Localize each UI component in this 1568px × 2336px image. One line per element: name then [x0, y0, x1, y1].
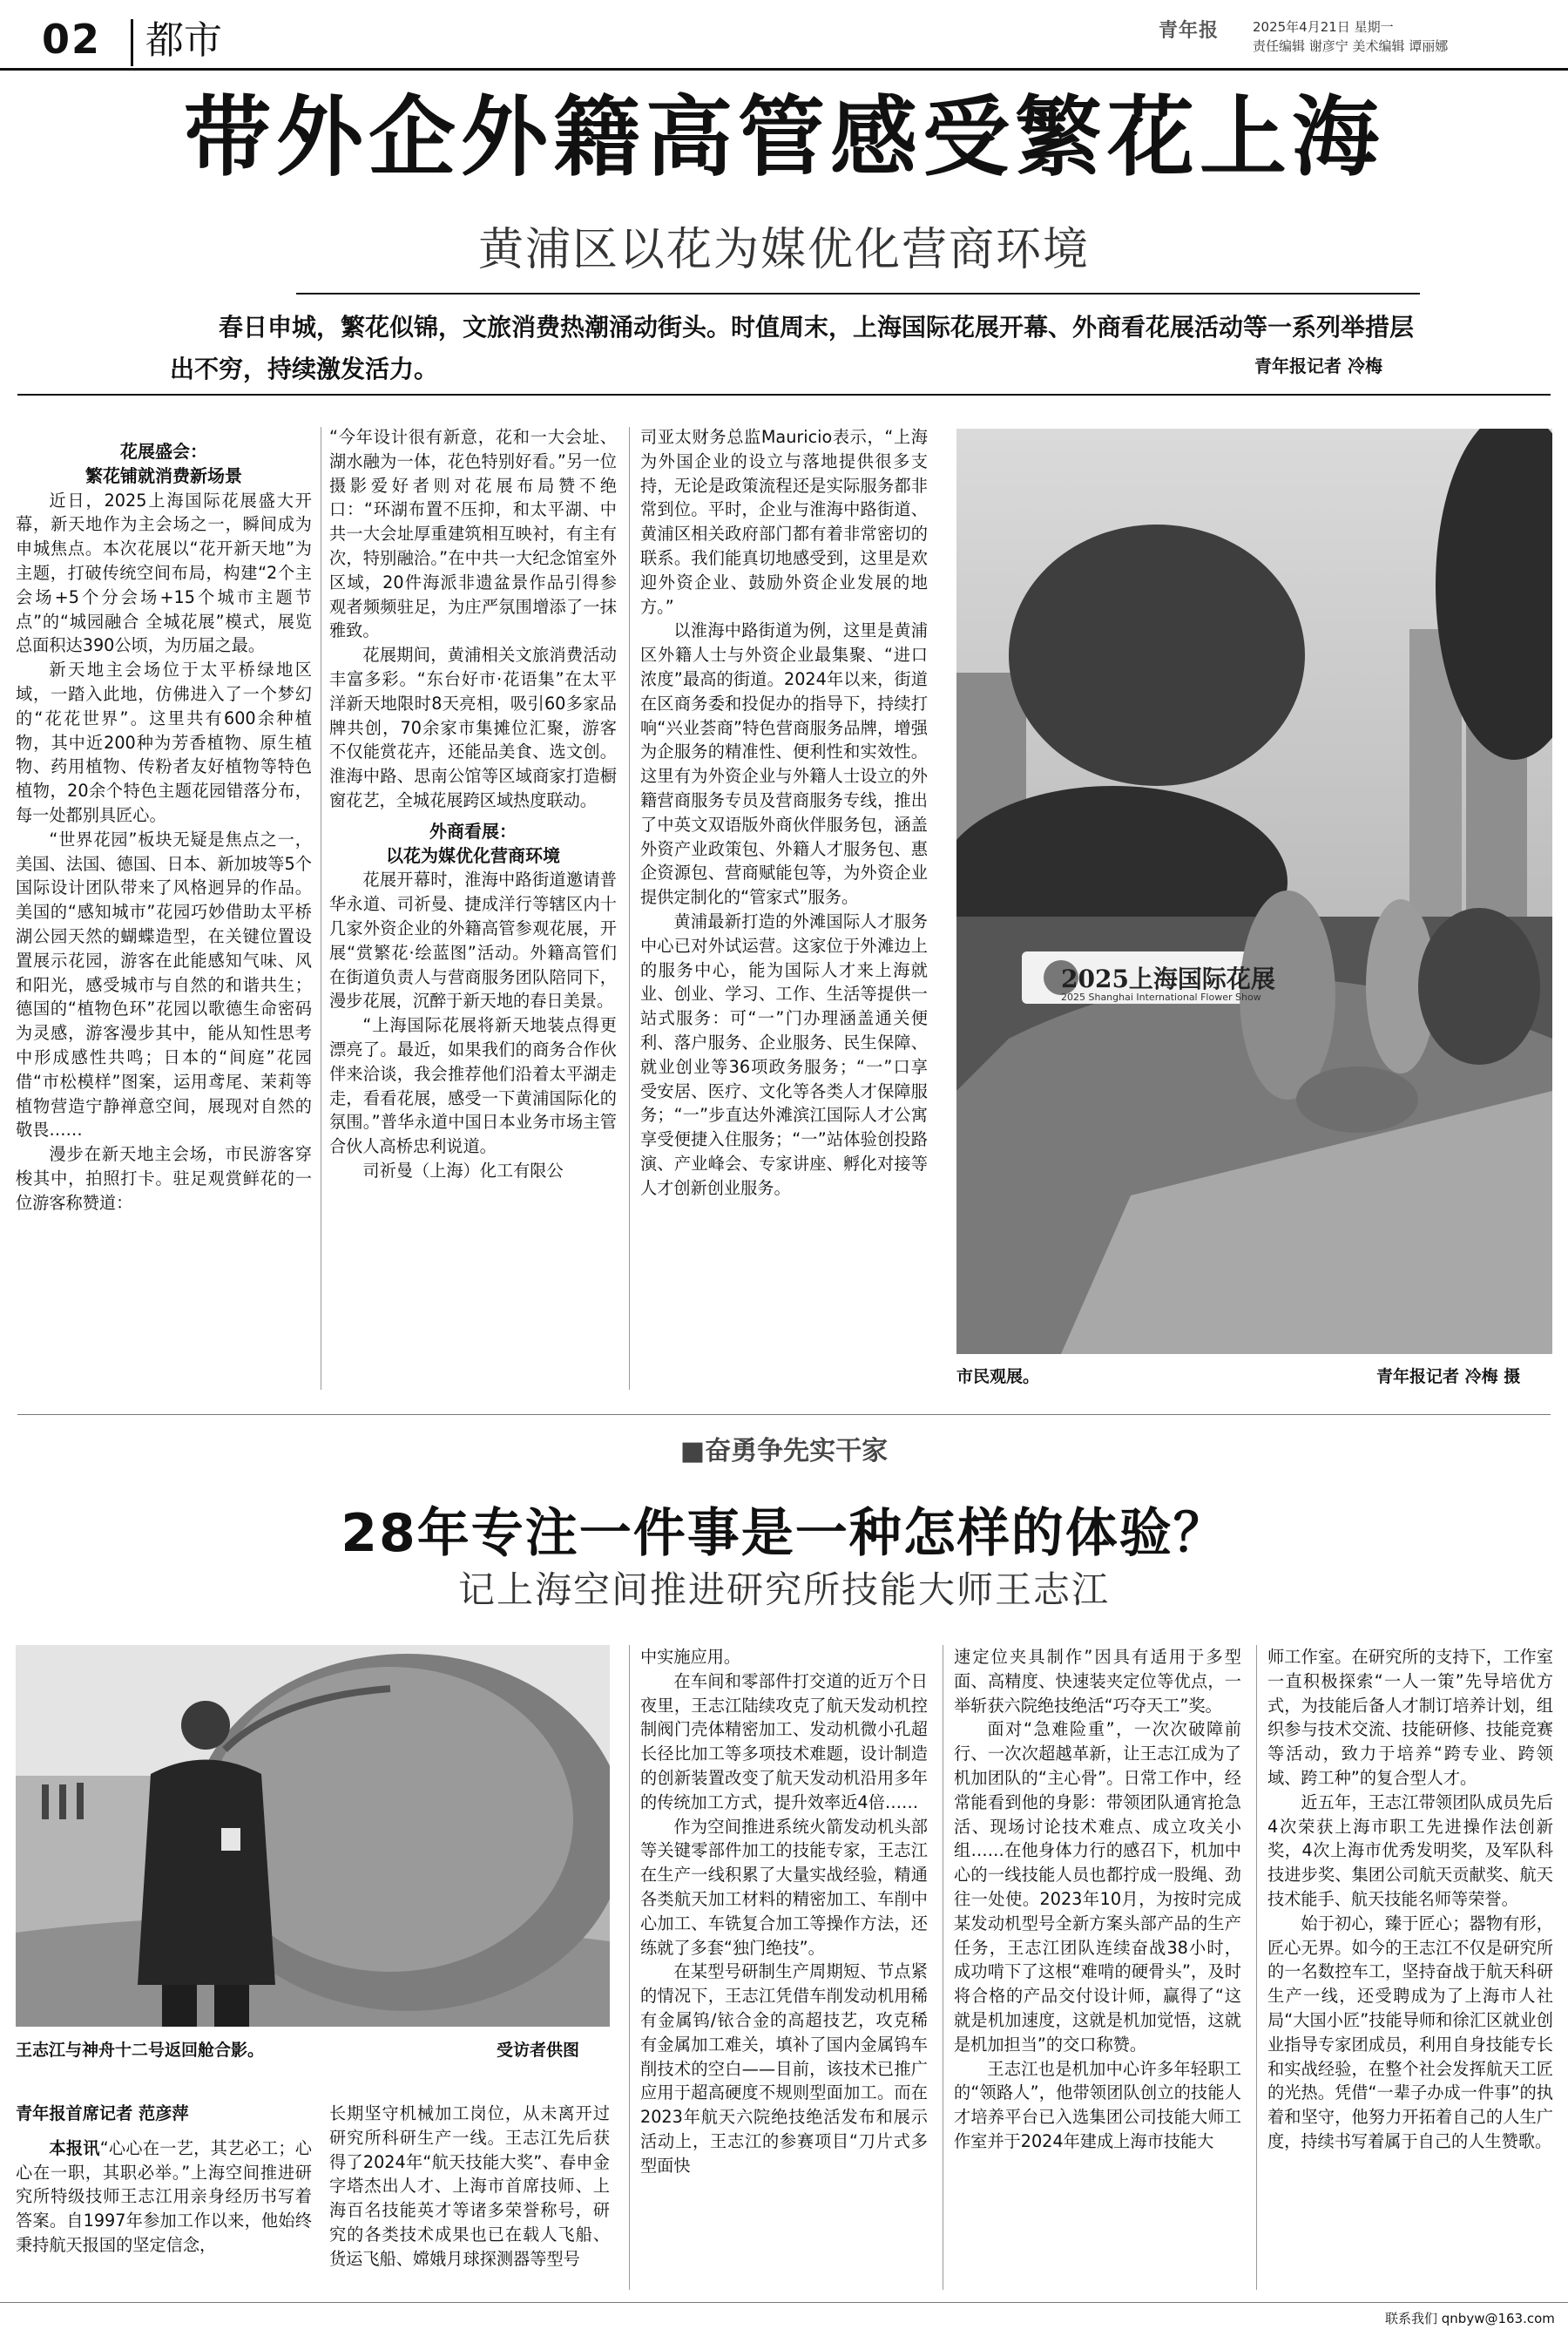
paragraph: 长期坚守机械加工岗位，从未离开过研究所科研生产一线。王志江先后获得了2024年“航天技能大奖”、春申金字塔杰出人才、上海市首席技师、上海百名技能英才等诸多荣誉称号，研究的各类技术成果也已在载人飞船、货运飞船、嫦娥月球探测器等型号 [329, 2103, 610, 2269]
paragraph: “心心在一艺，其艺必工；心心在一职，其职必举。”上海空间推进研究所特级技师王志江用亲身经历书写着答案。自1997年参加工作以来，他始终秉持航天报国的坚定信念， [16, 2137, 312, 2255]
paragraph: 近五年，王志江带领团队成员先后4次荣获上海市职工先进操作法创新奖，4次上海市优秀发明奖，及军队科技进步奖、集团公司航天贡献奖、航天技术能手、航天技能名师等荣誉。 [1267, 1791, 1553, 1909]
footer-contact: 联系我们 qnbyw@163.com [1385, 2311, 1555, 2326]
column-divider [1256, 1645, 1257, 2290]
story2-column-1 [16, 2102, 312, 2258]
photo2-credit: 受访者供图 [497, 2041, 580, 2060]
story-divider [17, 1414, 1551, 1415]
story1-byline: 青年报记者 冷梅 [1254, 355, 1382, 376]
paragraph: 新天地主会场位于太平桥绿地区域，一踏入此地，仿佛进入了一个梦幻的“花花世界”。这里共有600余种植物，其中近200种为芳香植物、原生植物、药用植物、传粉者友好植物等特色植物，20余个特色主题花园错落分布，每一处都别具匠心。 [16, 660, 312, 825]
section-name: 都市 [131, 19, 222, 66]
section-heading: 外商看展： [429, 820, 517, 842]
paragraph: 中实施应用。 [640, 1647, 741, 1667]
paragraph: 作为空间推进系统火箭发动机头部等关键零部件加工的技能专家，王志江在生产一线积累了大量实战经验，精通各类航天加工材料的精密加工、车削中心加工、车铣复合加工等操作方法，还练就了多套“独门绝技”。 [640, 1816, 928, 1958]
story2-headline: 28年专注一件事是一种怎样的体验？ [341, 1503, 1227, 1564]
photo-caption: 市民观展。 [956, 1367, 1040, 1386]
paragraph: “世界花园”板块无疑是焦点之一，美国、法国、德国、日本、新加坡等5个国际设计团队带来了风格迥异的作品。美国的“感知城市”花园巧妙借助太平桥湖公园天然的蝴蝶造型，在关键位置设置展示花园，游客在此能感知气味、风和阳光，感受城市与自然的和谐共生；德国的“植物色环”花园以歌德生命密码为灵感，游客漫步其中，能从知性思考中形成感性共鸣；日本的“间庭”花园借“市松模样”图案，运用鸢尾、茉莉等植物营造宁静禅意空间，展现对自然的敬畏…… [16, 829, 312, 1141]
photo2-caption: 王志江与神舟十二号返回舱合影。 [16, 2041, 265, 2060]
paragraph: 在某型号研制生产周期短、节点紧的情况下，王志江凭借车削发动机用稀有金属钨/铱合金的高超技艺，攻克稀有金属加工难关，填补了国内金属钨车削技术的空白——目前，该技术已推广应用于超高硬度不规则型面加工。而在2023年航天六院绝技绝活发布和展示活动上，王志江的参赛项目“刀片式多型面快 [640, 1961, 928, 2176]
column-divider [629, 1645, 630, 2290]
section-heading: 以花为媒优化营商环境 [386, 844, 560, 866]
paragraph: “上海国际花展将新天地装点得更漂亮了。最近，如果我们的商务合作伙伴来洽谈，我会推荐他们沿着太平湖走走，看看花展，感受一下黄浦国际化的氛围。”普华永道中国日本业务市场主管合伙人高桥忠利说道。 [329, 1015, 617, 1157]
story2-column-4 [954, 1645, 1241, 2154]
story2-column-3 [640, 1645, 928, 2178]
story2-byline: 青年报首席记者 范彦萍 [16, 2103, 189, 2123]
paragraph: 司祈曼（上海）化工有限公 [362, 1160, 564, 1181]
header-rule [0, 68, 1568, 71]
issue-info [1253, 17, 1448, 56]
paragraph: 花展期间，黄浦相关文旅消费活动丰富多彩。“东台好市·花语集”在太平洋新天地限时8天亮相，吸引60多家品牌共创，70余家市集摊位汇聚，游客不仅能赏花卉，还能品美食、选文创。淮海中路、思南公馆等区域商家打造橱窗花艺，全城花展跨区域热度联动。 [329, 645, 617, 810]
story2-column-2 [329, 2102, 610, 2272]
capsule-photo [16, 1645, 610, 2027]
paragraph: 始于初心，臻于匠心；器物有形，匠心无界。如今的王志江不仅是研究所的一名数控车工，坚持奋战于航天科研生产一线，还受聘成为了上海市人社局“大国小匠”技能导师和徐汇区就业创业指导专家团成员，利用自身技能专长和实战经验，在整个社会发挥航天工匠的光热。凭借“一辈子办成一件事”的执着和坚守，他努力开拓着自己的人生广度，持续书写着属于自己的人生赞歌。 [1267, 1913, 1553, 2151]
story1-column-2 [329, 425, 617, 1183]
paragraph: 师工作室。在研究所的支持下，工作室一直积极探索“一人一策”先导培优方式，为技能后备人才制订培养计划，组织参与技术交流、技能研修、技能竞赛等活动，致力于培养“跨专业、跨领域、跨工种”的复合型人才。 [1267, 1647, 1553, 1788]
story1-headline: 带外企外籍高管感受繁花上海 [184, 86, 1384, 188]
paragraph: 面对“急难险重”，一次次破障前行、一次次超越革新，让王志江成为了机加团队的“主心骨”。日常工作中，经常能看到他的身影：带领团队通宵抢急活、现场讨论技术难点、成立攻关小组……在他身体力行的感召下，机加中心的一线技能人员也都拧成一股绳、劲往一处使。2023年10月，为按时完成某发动机型号全新方案头部产品的生产任务，王志江团队连续奋战38小时，成功啃下了这根“难啃的硬骨头”，及时将合格的产品交付设计师，赢得了“这就是机加速度，这就是机加觉悟，这就是机加担当”的交口称赞。 [954, 1719, 1241, 2055]
paragraph: 漫步在新天地主会场，市民游客穿梭其中，拍照打卡。驻足观赏鲜花的一位游客称赞道： [16, 1144, 312, 1213]
paragraph: “今年设计很有新意，花和一大会址、湖水融为一体，花色特别好看。”另一位摄影爱好者则对花展布局赞不绝口：“环湖布置不压抑，和太平湖、中共一大会址厚重建筑相互映衬，有主有次，特别融洽。”在中共一大纪念馆室外区域，20件海派非遗盆景作品引得参观者频频驻足，为庄严氛围增添了一抹雅致。 [329, 427, 617, 641]
story1-column-3 [640, 425, 928, 1201]
issue-editors: 责任编辑 谢彦宁 美术编辑 谭丽娜 [1253, 38, 1449, 54]
paragraph: 以淮海中路街道为例，这里是黄浦区外籍人士与外资企业最集聚、“进口浓度”最高的街道。2024年以来，街道在区商务委和投促办的指导下，持续打响“兴业荟商”特色营商服务品牌，增强为企服务的精准性、便利性和实效性。这里有为外资企业与外籍人士设立的外籍营商服务专员及营商服务专线，推出了中英文双语版外商伙伴服务包，涵盖外资产业政策包、外籍人才服务包、惠企资源包、营商赋能包等，为外资企业提供定制化的“管家式”服务。 [640, 620, 928, 908]
story1-column-1 [16, 440, 312, 1215]
story2-column-5 [1267, 1645, 1553, 2154]
flower-show-illustration [956, 429, 1552, 1354]
flower-show-photo [956, 429, 1552, 1354]
page-number: 02 [42, 16, 102, 63]
section-heading: 花展盛会： [120, 441, 207, 462]
section-heading: 繁花铺就消费新场景 [85, 464, 242, 486]
issue-date: 2025年4月21日 星期一 [1253, 19, 1394, 35]
paragraph: 司亚太财务总监Mauricio表示，“上海为外国企业的设立与落地提供很多支持，无论是政策流程还是实际服务都非常到位。平时，企业与淮海中路街道、黄浦区相关政府部门都有着非常密切的联系。我们能真切地感受到，这里是欢迎外资企业、鼓励外资企业发展的地方。” [640, 427, 928, 617]
paragraph: 近日，2025上海国际花展盛大开幕，新天地作为主会场之一，瞬间成为申城焦点。本次花展以“花开新天地”为主题，打破传统空间布局，构建“2个主会场+5个分会场+15个城市主题节点”的“城园融合 全城花展”模式，展览总面积达390公顷，为历届之最。 [16, 490, 312, 656]
lead-label: 本报讯 [49, 2137, 100, 2158]
story2-subheadline: 记上海空间推进研究所技能大师王志江 [457, 1568, 1110, 1611]
story1-lead: 春日申城，繁花似锦，文旅消费热潮涌动街头。时值周末，上海国际花展开幕、外商看花展活动等一系列举措层出不穷，持续激发活力。 [170, 313, 1415, 383]
lead-rule-top [296, 293, 1420, 295]
footer-rule [0, 2302, 1568, 2303]
lead-rule-bottom [17, 394, 1551, 396]
paragraph: 在车间和零部件打交道的近万个日夜里，王志江陆续攻克了航天发动机控制阀门壳体精密加工、发动机微小孔超长径比加工等多项技术难题，设计制造的创新装置改变了航天发动机沿用多年的传统加工方式，提升效率近4倍…… [640, 1670, 928, 1812]
photo-sign-subtitle: 2025 Shanghai International Flower Show [1061, 992, 1261, 1003]
paragraph: 速定位夹具制作”因具有适用于多型面、高精度、快速装夹定位等优点，一举斩获六院绝技绝活“巧夺天工”奖。 [954, 1647, 1241, 1716]
photo-credit: 青年报记者 冷梅 摄 [1376, 1367, 1521, 1386]
paragraph: 王志江也是机加中心许多年轻职工的“领路人”，他带领团队创立的技能人才培养平台已入选集团公司技能大师工作室并于2024年建成上海市技能大 [954, 2058, 1241, 2151]
newspaper-logo: 青年报 [1159, 20, 1220, 42]
paragraph: 黄浦最新打造的外滩国际人才服务中心已对外试运营。这家位于外滩边上的服务中心，能为国际人才来上海就业、创业、学习、工作、生活等提供一站式服务：可“一”门办理涵盖通关便利、落户服务、企业服务、民生保障、就业创业等36项政务服务；“一”口享受安居、医疗、文化等各类人才保障服务；“一”步直达外滩滨江国际人才公寓享受便捷入住服务；“一”站体验创投路演、产业峰会、专家讲座、孵化对接等人才创新创业服务。 [640, 911, 928, 1198]
paragraph: 花展开幕时，淮海中路街道邀请普华永道、司祈曼、捷成洋行等辖区内十几家外资企业的外籍高管参观花展，开展“赏繁花·绘蓝图”活动。外籍高管们在街道负责人与营商服务团队陪同下，漫步花展，沉醉于新天地的春日美景。 [329, 870, 617, 1012]
column-divider [629, 427, 630, 1390]
photo-sign-title: 2025上海国际花展 [1061, 965, 1275, 993]
capsule-illustration [16, 1645, 610, 2027]
story2-tag: ■奋勇争先实干家 [679, 1436, 889, 1466]
story1-subheadline: 黄浦区以花为媒优化营商环境 [477, 224, 1090, 276]
